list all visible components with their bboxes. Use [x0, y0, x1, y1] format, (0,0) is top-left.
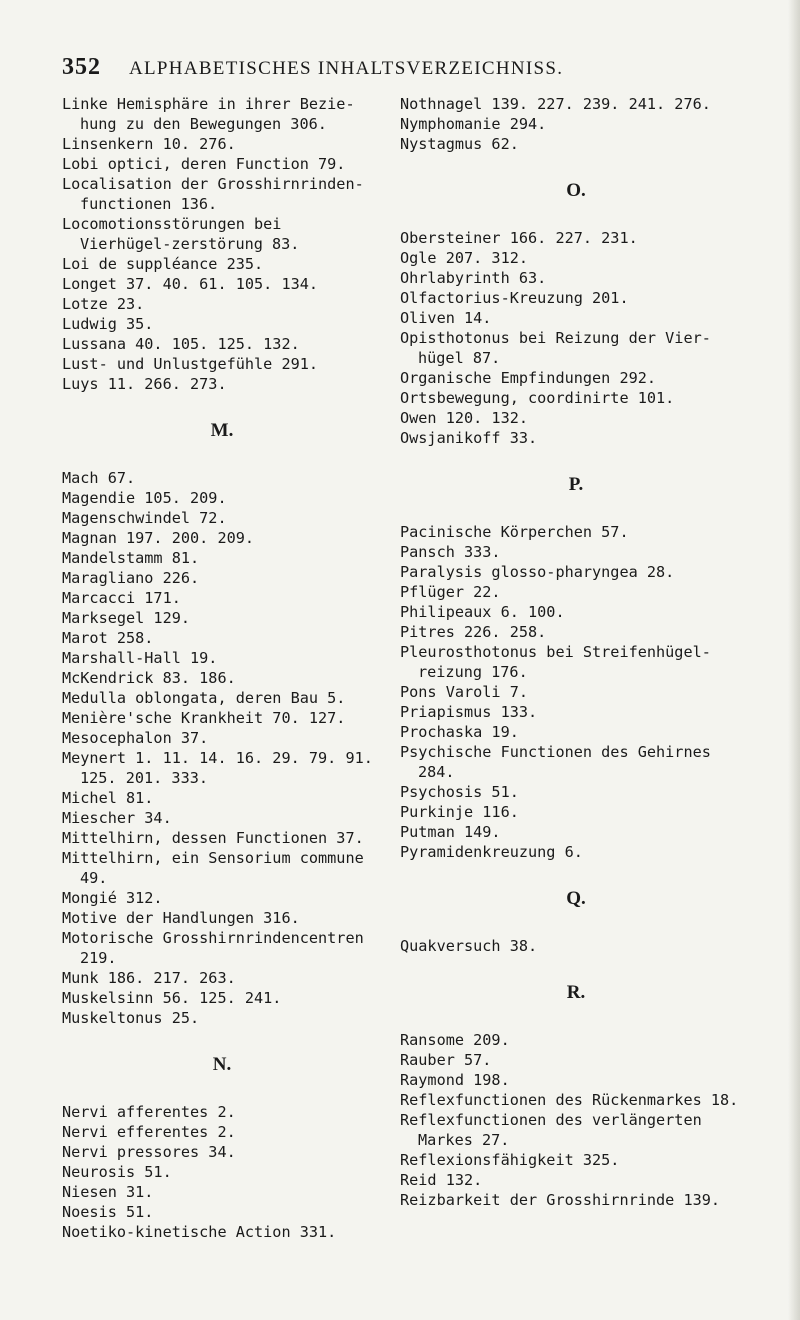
index-entry: Mesocephalon 37. — [62, 729, 209, 747]
index-entry: Noetiko-kinetische Action 331. — [62, 1223, 337, 1241]
index-entry: Ogle 207. 312. — [400, 249, 529, 267]
index-entry: Philipeaux 6. 100. — [400, 603, 565, 621]
index-entry: Pons Varoli 7. — [400, 683, 529, 701]
index-entry: Reid 132. — [400, 1171, 483, 1189]
index-entry: Marksegel 129. — [62, 609, 191, 627]
index-column-left — [62, 94, 382, 1242]
index-entry: Neurosis 51. — [62, 1163, 172, 1181]
index-entry: Nervi efferentes 2. — [62, 1123, 236, 1141]
index-entry: Nervi pressores 34. — [62, 1143, 236, 1161]
index-entry: Quakversuch 38. — [400, 937, 538, 955]
index-entry: Obersteiner 166. 227. 231. — [400, 229, 638, 247]
index-entry: Motive der Handlungen 316. — [62, 909, 300, 927]
running-title: ALPHABETISCHES INHALTSVERZEICHNISS. — [129, 58, 564, 79]
index-entry: Lussana 40. 105. 125. 132. — [62, 335, 300, 353]
index-entry: Magnan 197. 200. 209. — [62, 529, 255, 547]
index-entry: Medulla oblongata, deren Bau 5. — [62, 689, 346, 707]
index-entry: Nymphomanie 294. — [400, 115, 547, 133]
index-entry: Lust- und Unlustgefühle 291. — [62, 355, 319, 373]
section-letter: Q. — [566, 888, 586, 909]
index-entry: Pitres 226. 258. — [400, 623, 547, 641]
index-entry: Olfactorius-Kreuzung 201. — [400, 289, 629, 307]
index-entry: Motorische Grosshirnrindencentren 219. — [62, 929, 364, 967]
index-entry: Menière'sche Krankheit 70. 127. — [62, 709, 346, 727]
index-entry: Marshall-Hall 19. — [62, 649, 218, 667]
index-entry: Pyramidenkreuzung 6. — [400, 843, 583, 861]
index-entry: Purkinje 116. — [400, 803, 519, 821]
index-entry: Loi de suppléance 235. — [62, 255, 264, 273]
index-entry: Ludwig 35. — [62, 315, 154, 333]
index-entry: Magendie 105. 209. — [62, 489, 227, 507]
section-letter: O. — [566, 180, 586, 201]
index-entry: Organische Empfindungen 292. — [400, 369, 657, 387]
index-entry: Mongié 312. — [62, 889, 163, 907]
index-entry: Mittelhirn, ein Sensorium commune 49. — [62, 849, 364, 887]
index-entry: Paralysis glosso-pharyngea 28. — [400, 563, 675, 581]
index-entry: Ohrlabyrinth 63. — [400, 269, 547, 287]
index-entry: Localisation der Grosshirnrinden-functionen 136. — [62, 175, 364, 213]
index-entry: Miescher 34. — [62, 809, 172, 827]
index-entry: Owen 120. 132. — [400, 409, 529, 427]
index-entry: Reflexionsfähigkeit 325. — [400, 1151, 620, 1169]
section-letter: R. — [566, 982, 586, 1003]
index-entry: Raymond 198. — [400, 1071, 510, 1089]
index-entry: Putman 149. — [400, 823, 501, 841]
index-entry: Lotze 23. — [62, 295, 145, 313]
index-entry: Opisthotonus bei Reizung der Vier-hügel 87. — [400, 329, 711, 367]
index-entry: Munk 186. 217. 263. — [62, 969, 236, 987]
index-entry: Muskelsinn 56. 125. 241. — [62, 989, 282, 1007]
index-entry: Mittelhirn, dessen Functionen 37. — [62, 829, 364, 847]
index-entry: Noesis 51. — [62, 1203, 154, 1221]
page-edge-shadow — [788, 0, 800, 1320]
index-column-right — [400, 94, 752, 1210]
index-entry: McKendrick 83. 186. — [62, 669, 236, 687]
index-entry: Pacinische Körperchen 57. — [400, 523, 629, 541]
section-letter: P. — [568, 474, 584, 495]
page-header — [62, 54, 752, 81]
index-entry: Prochaska 19. — [400, 723, 519, 741]
index-entry: Marcacci 171. — [62, 589, 181, 607]
index-entry: Michel 81. — [62, 789, 154, 807]
index-entry: Luys 11. 266. 273. — [62, 375, 227, 393]
index-entry: Owsjanikoff 33. — [400, 429, 538, 447]
index-entry: Meynert 1. 11. 14. 16. 29. 79. 91. 125. 201. 333. — [62, 749, 373, 787]
index-entry: Mach 67. — [62, 469, 136, 487]
section-letter: M. — [210, 420, 234, 441]
index-entry: Reflexfunctionen des Rückenmarkes 18. — [400, 1091, 739, 1109]
index-entry: Nervi afferentes 2. — [62, 1103, 236, 1121]
index-entry: Locomotionsstörungen bei Vierhügel-zerstörung 83. — [62, 215, 300, 253]
index-entry: Ortsbewegung, coordinirte 101. — [400, 389, 675, 407]
page-number: 352 — [62, 54, 101, 80]
index-entry: Linsenkern 10. 276. — [62, 135, 236, 153]
index-entry: Maragliano 226. — [62, 569, 200, 587]
index-entry: Muskeltonus 25. — [62, 1009, 200, 1027]
index-entry: Niesen 31. — [62, 1183, 154, 1201]
index-entry: Pansch 333. — [400, 543, 501, 561]
index-entry: Linke Hemisphäre in ihrer Bezie-hung zu den Bewegungen 306. — [62, 95, 355, 133]
index-entry: Rauber 57. — [400, 1051, 492, 1069]
index-entry: Longet 37. 40. 61. 105. 134. — [62, 275, 319, 293]
index-entry: Marot 258. — [62, 629, 154, 647]
section-letter: N. — [212, 1054, 232, 1075]
index-entry: Magenschwindel 72. — [62, 509, 227, 527]
index-entry: Ransome 209. — [400, 1031, 510, 1049]
index-entry: Pflüger 22. — [400, 583, 501, 601]
index-entry: Psychosis 51. — [400, 783, 519, 801]
index-entry: Lobi optici, deren Function 79. — [62, 155, 346, 173]
index-entry: Nystagmus 62. — [400, 135, 519, 153]
index-entry: Psychische Functionen des Gehirnes 284. — [400, 743, 711, 781]
index-entry: Reflexfunctionen des verlängerten Markes 27. — [400, 1111, 702, 1149]
index-entry: Pleurosthotonus bei Streifenhügel-reizung 176. — [400, 643, 711, 681]
index-entry: Priapismus 133. — [400, 703, 538, 721]
index-entry: Oliven 14. — [400, 309, 492, 327]
index-entry: Mandelstamm 81. — [62, 549, 200, 567]
index-entry: Nothnagel 139. 227. 239. 241. 276. — [400, 95, 711, 113]
index-entry: Reizbarkeit der Grosshirnrinde 139. — [400, 1191, 721, 1209]
